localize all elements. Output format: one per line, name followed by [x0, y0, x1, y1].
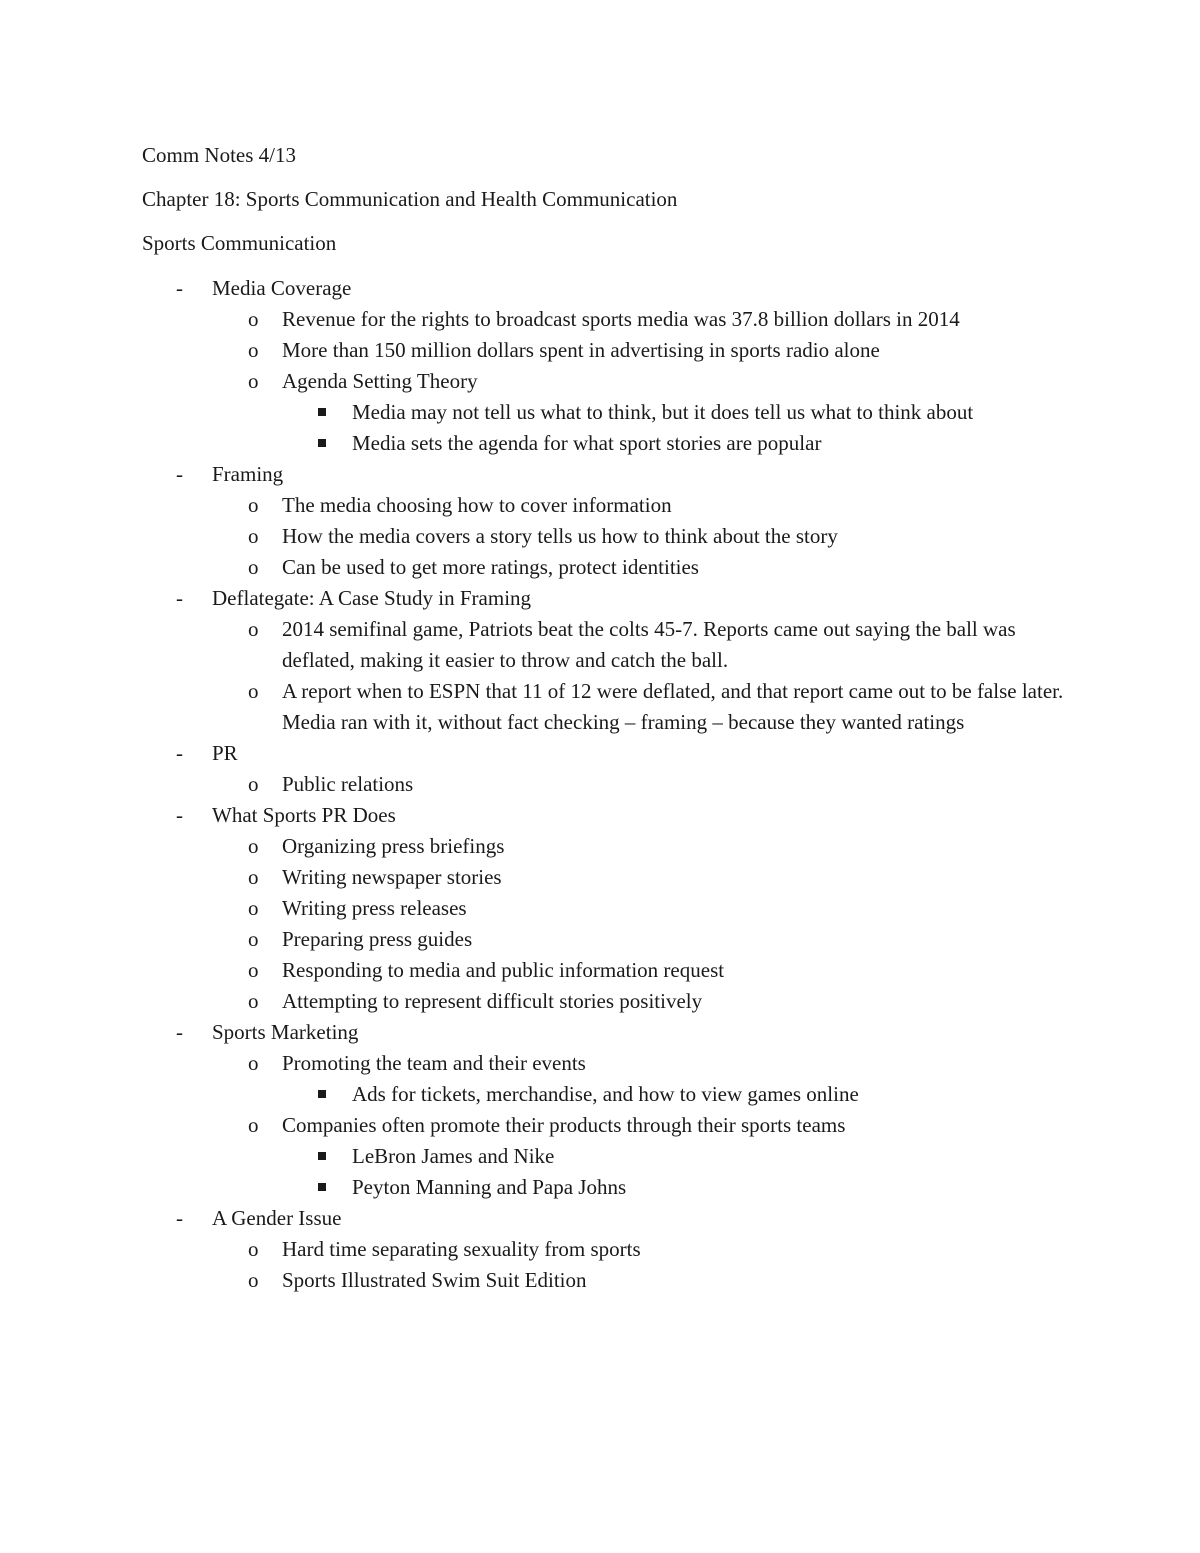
outline-subitem [212, 1234, 1082, 1265]
circle-bullet: o [248, 338, 259, 362]
outline-subitem [212, 366, 1082, 459]
outline-text: Organizing press briefings [282, 834, 505, 858]
circle-bullet: o [248, 307, 259, 331]
outline-subitem [212, 1265, 1082, 1296]
outline-text: PR [212, 741, 238, 765]
outline-text: Ads for tickets, merchandise, and how to view games online [352, 1082, 859, 1106]
outline-text: Writing press releases [282, 896, 467, 920]
outline-text: Attempting to represent difficult stories positively [282, 989, 703, 1013]
circle-bullet: o [248, 493, 259, 517]
outline-text: Framing [212, 462, 284, 486]
outline-text: Writing newspaper stories [282, 865, 502, 889]
sub-list [212, 490, 1082, 583]
outline-subitem [212, 955, 1082, 986]
outline-subitem [212, 769, 1082, 800]
doc-title: Comm Notes 4/13 [142, 143, 297, 167]
circle-bullet: o [248, 679, 259, 703]
dash-bullet: - [176, 1206, 183, 1230]
circle-bullet: o [248, 369, 259, 393]
outline-text: Preparing press guides [282, 927, 473, 951]
circle-bullet: o [248, 865, 259, 889]
outline-text: A report when to ESPN that 11 of 12 were deflated, and that report came out to be false later. Media ran with it, without fact checking – framing – because they wanted ratings [282, 679, 1064, 734]
outline-text: The media choosing how to cover information [282, 493, 672, 517]
outline-list [142, 273, 1082, 1296]
circle-bullet: o [248, 524, 259, 548]
document-page [142, 140, 1082, 1296]
dash-bullet: - [176, 803, 183, 827]
outline-item [142, 1017, 1082, 1203]
circle-bullet: o [248, 1113, 259, 1137]
dash-bullet: - [176, 741, 183, 765]
sub-sub-list [282, 1141, 1082, 1203]
section-heading: Sports Communication [142, 231, 337, 255]
outline-text: Sports Illustrated Swim Suit Edition [282, 1268, 587, 1292]
outline-text: Deflategate: A Case Study in Framing [212, 586, 532, 610]
chapter-heading: Chapter 18: Sports Communication and Health Communication [142, 187, 678, 211]
circle-bullet: o [248, 896, 259, 920]
outline-text: Sports Marketing [212, 1020, 359, 1044]
outline-text: Promoting the team and their events [282, 1051, 586, 1075]
outline-item [142, 800, 1082, 1017]
dash-bullet: - [176, 462, 183, 486]
circle-bullet: o [248, 1237, 259, 1261]
sub-sub-list [282, 1079, 1082, 1110]
circle-bullet: o [248, 958, 259, 982]
outline-text: Public relations [282, 772, 414, 796]
outline-item [142, 273, 1082, 459]
circle-bullet: o [248, 555, 259, 579]
outline-subsubitem [282, 397, 1082, 428]
outline-subitem [212, 986, 1082, 1017]
sub-list [212, 304, 1082, 459]
outline-subitem [212, 304, 1082, 335]
outline-text: Media may not tell us what to think, but it does tell us what to think about [352, 400, 974, 424]
outline-subitem [212, 335, 1082, 366]
dash-bullet: - [176, 586, 183, 610]
circle-bullet: o [248, 772, 259, 796]
outline-subitem [212, 490, 1082, 521]
dash-bullet: - [176, 1020, 183, 1044]
outline-item [142, 459, 1082, 583]
outline-subitem [212, 676, 1082, 738]
outline-text: LeBron James and Nike [352, 1144, 555, 1168]
circle-bullet: o [248, 989, 259, 1013]
outline-text: Hard time separating sexuality from sports [282, 1237, 641, 1261]
square-bullet-icon [318, 1090, 326, 1098]
outline-subitem [212, 1110, 1082, 1203]
outline-subitem [212, 924, 1082, 955]
outline-subitem [212, 521, 1082, 552]
circle-bullet: o [248, 927, 259, 951]
square-bullet-icon [318, 408, 326, 416]
outline-text: Companies often promote their products through their sports teams [282, 1113, 846, 1137]
outline-subsubitem [282, 1141, 1082, 1172]
outline-subsubitem [282, 1079, 1082, 1110]
outline-subitem [212, 831, 1082, 862]
outline-text: Revenue for the rights to broadcast sports media was 37.8 billion dollars in 2014 [282, 307, 960, 331]
outline-subitem [212, 862, 1082, 893]
outline-subitem [212, 552, 1082, 583]
square-bullet-icon [318, 1183, 326, 1191]
sub-list [212, 1048, 1082, 1203]
sub-list [212, 831, 1082, 1017]
outline-text: What Sports PR Does [212, 803, 396, 827]
outline-subitem [212, 614, 1082, 676]
outline-text: 2014 semifinal game, Patriots beat the colts 45-7. Reports came out saying the ball was deflated, making it easier to throw and catch the ball. [282, 617, 1016, 672]
circle-bullet: o [248, 617, 259, 641]
sub-sub-list [282, 397, 1082, 459]
sub-list [212, 614, 1082, 738]
outline-item [142, 1203, 1082, 1296]
outline-text: Agenda Setting Theory [282, 369, 478, 393]
outline-text: Media sets the agenda for what sport stories are popular [352, 431, 822, 455]
outline-subsubitem [282, 1172, 1082, 1203]
dash-bullet: - [176, 276, 183, 300]
outline-subitem [212, 1048, 1082, 1110]
outline-text: How the media covers a story tells us how to think about the story [282, 524, 838, 548]
square-bullet-icon [318, 439, 326, 447]
outline-text: Peyton Manning and Papa Johns [352, 1175, 627, 1199]
circle-bullet: o [248, 834, 259, 858]
square-bullet-icon [318, 1152, 326, 1160]
outline-subsubitem [282, 428, 1082, 459]
outline-text: Can be used to get more ratings, protect identities [282, 555, 699, 579]
outline-subitem [212, 893, 1082, 924]
outline-text: Responding to media and public information request [282, 958, 725, 982]
outline-text: More than 150 million dollars spent in advertising in sports radio alone [282, 338, 880, 362]
circle-bullet: o [248, 1051, 259, 1075]
outline-item [142, 738, 1082, 800]
sub-list [212, 1234, 1082, 1296]
circle-bullet: o [248, 1268, 259, 1292]
outline-item [142, 583, 1082, 738]
sub-list [212, 769, 1082, 800]
outline-text: A Gender Issue [212, 1206, 342, 1230]
outline-text: Media Coverage [212, 276, 352, 300]
